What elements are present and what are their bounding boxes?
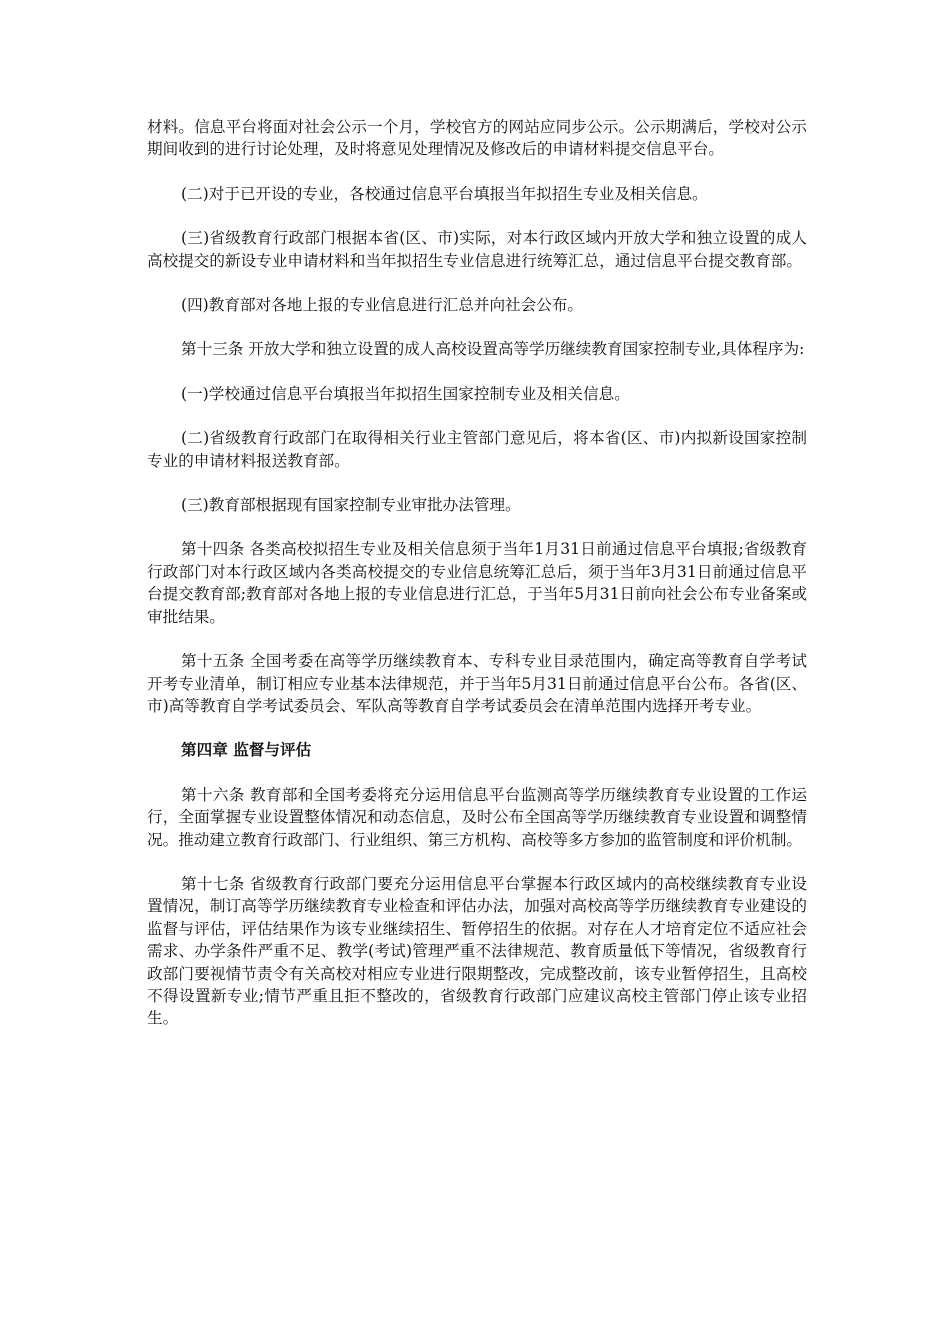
article-17: 第十七条 省级教育行政部门要充分运用信息平台掌握本行政区域内的高校继续教育专业设置情况，制订高等学历继续教育专业检查和评估办法，加强对高校高等学历继续教育专业建设的监督与评估，评估结果作为该专业继续招生、暂停招生的依据。对存在人才培育定位不适应社会需求、办学条件严重不足、教学(考试)管理严重不法律规范、教育质量低下等情况，省级教育行政部门要视情节责令有关高校对相应专业进行限期整改，完成整改前，该专业暂停招生，且高校不得设置新专业;情节严重且拒不整改的，省级教育行政部门应建议高校主管部门停止该专业招生。 <box>147 874 807 1028</box>
article-14: 第十四条 各类高校拟招生专业及相关信息须于当年1月31日前通过信息平台填报;省级教育行政部门对本行政区域内各类高校提交的专业信息统筹汇总后，须于当年3月31日前通过信息平台提交教育部;教育部对各地上报的专业信息进行汇总，于当年5月31日前向社会公布专业备案或审批结果。 <box>147 540 807 626</box>
article-13-item-1: (一)学校通过信息平台填报当年拟招生国家控制专业及相关信息。 <box>181 384 630 403</box>
article-13-item-2: (二)省级教育行政部门在取得相关行业主管部门意见后，将本省(区、市)内拟新设国家控制专业的申请材料报送教育部。 <box>147 429 807 470</box>
document-body <box>147 116 807 1052</box>
paragraph-item-2: (二)对于已开设的专业，各校通过信息平台填报当年拟招生专业及相关信息。 <box>181 184 708 203</box>
article-15: 第十五条 全国考委在高等学历继续教育本、专科专业目录范围内，确定高等教育自学考试开考专业清单，制订相应专业基本法律规范，并于当年5月31日前通过信息平台公布。各省(区、市)高等教育自学考试委员会、军队高等教育自学考试委员会在清单范围内选择开考专业。 <box>147 652 807 715</box>
article-13-item-3: (三)教育部根据现有国家控制专业审批办法管理。 <box>181 496 521 515</box>
paragraph-item-3: (三)省级教育行政部门根据本省(区、市)实际，对本行政区域内开放大学和独立设置的成人高校提交的新设专业申请材料和当年拟招生专业信息进行统筹汇总，通过信息平台提交教育部。 <box>147 229 807 270</box>
chapter-heading: 第四章 监督与评估 <box>181 741 312 760</box>
paragraph-continuation: 材料。信息平台将面对社会公示一个月，学校官方的网站应同步公示。公示期满后，学校对公示期间收到的进行讨论处理，及时将意见处理情况及修改后的申请材料提交信息平台。 <box>147 118 807 159</box>
paragraph-item-4: (四)教育部对各地上报的专业信息进行汇总并向社会公布。 <box>181 296 584 315</box>
article-16: 第十六条 教育部和全国考委将充分运用信息平台监测高等学历继续教育专业设置的工作运行，全面掌握专业设置整体情况和动态信息，及时公布全国高等学历继续教育专业设置和调整情况。推动建立教育行政部门、行业组织、第三方机构、高校等多方参加的监管制度和评价机制。 <box>147 785 807 849</box>
article-13: 第十三条 开放大学和独立设置的成人高校设置高等学历继续教育国家控制专业,具体程序为: <box>181 340 805 359</box>
